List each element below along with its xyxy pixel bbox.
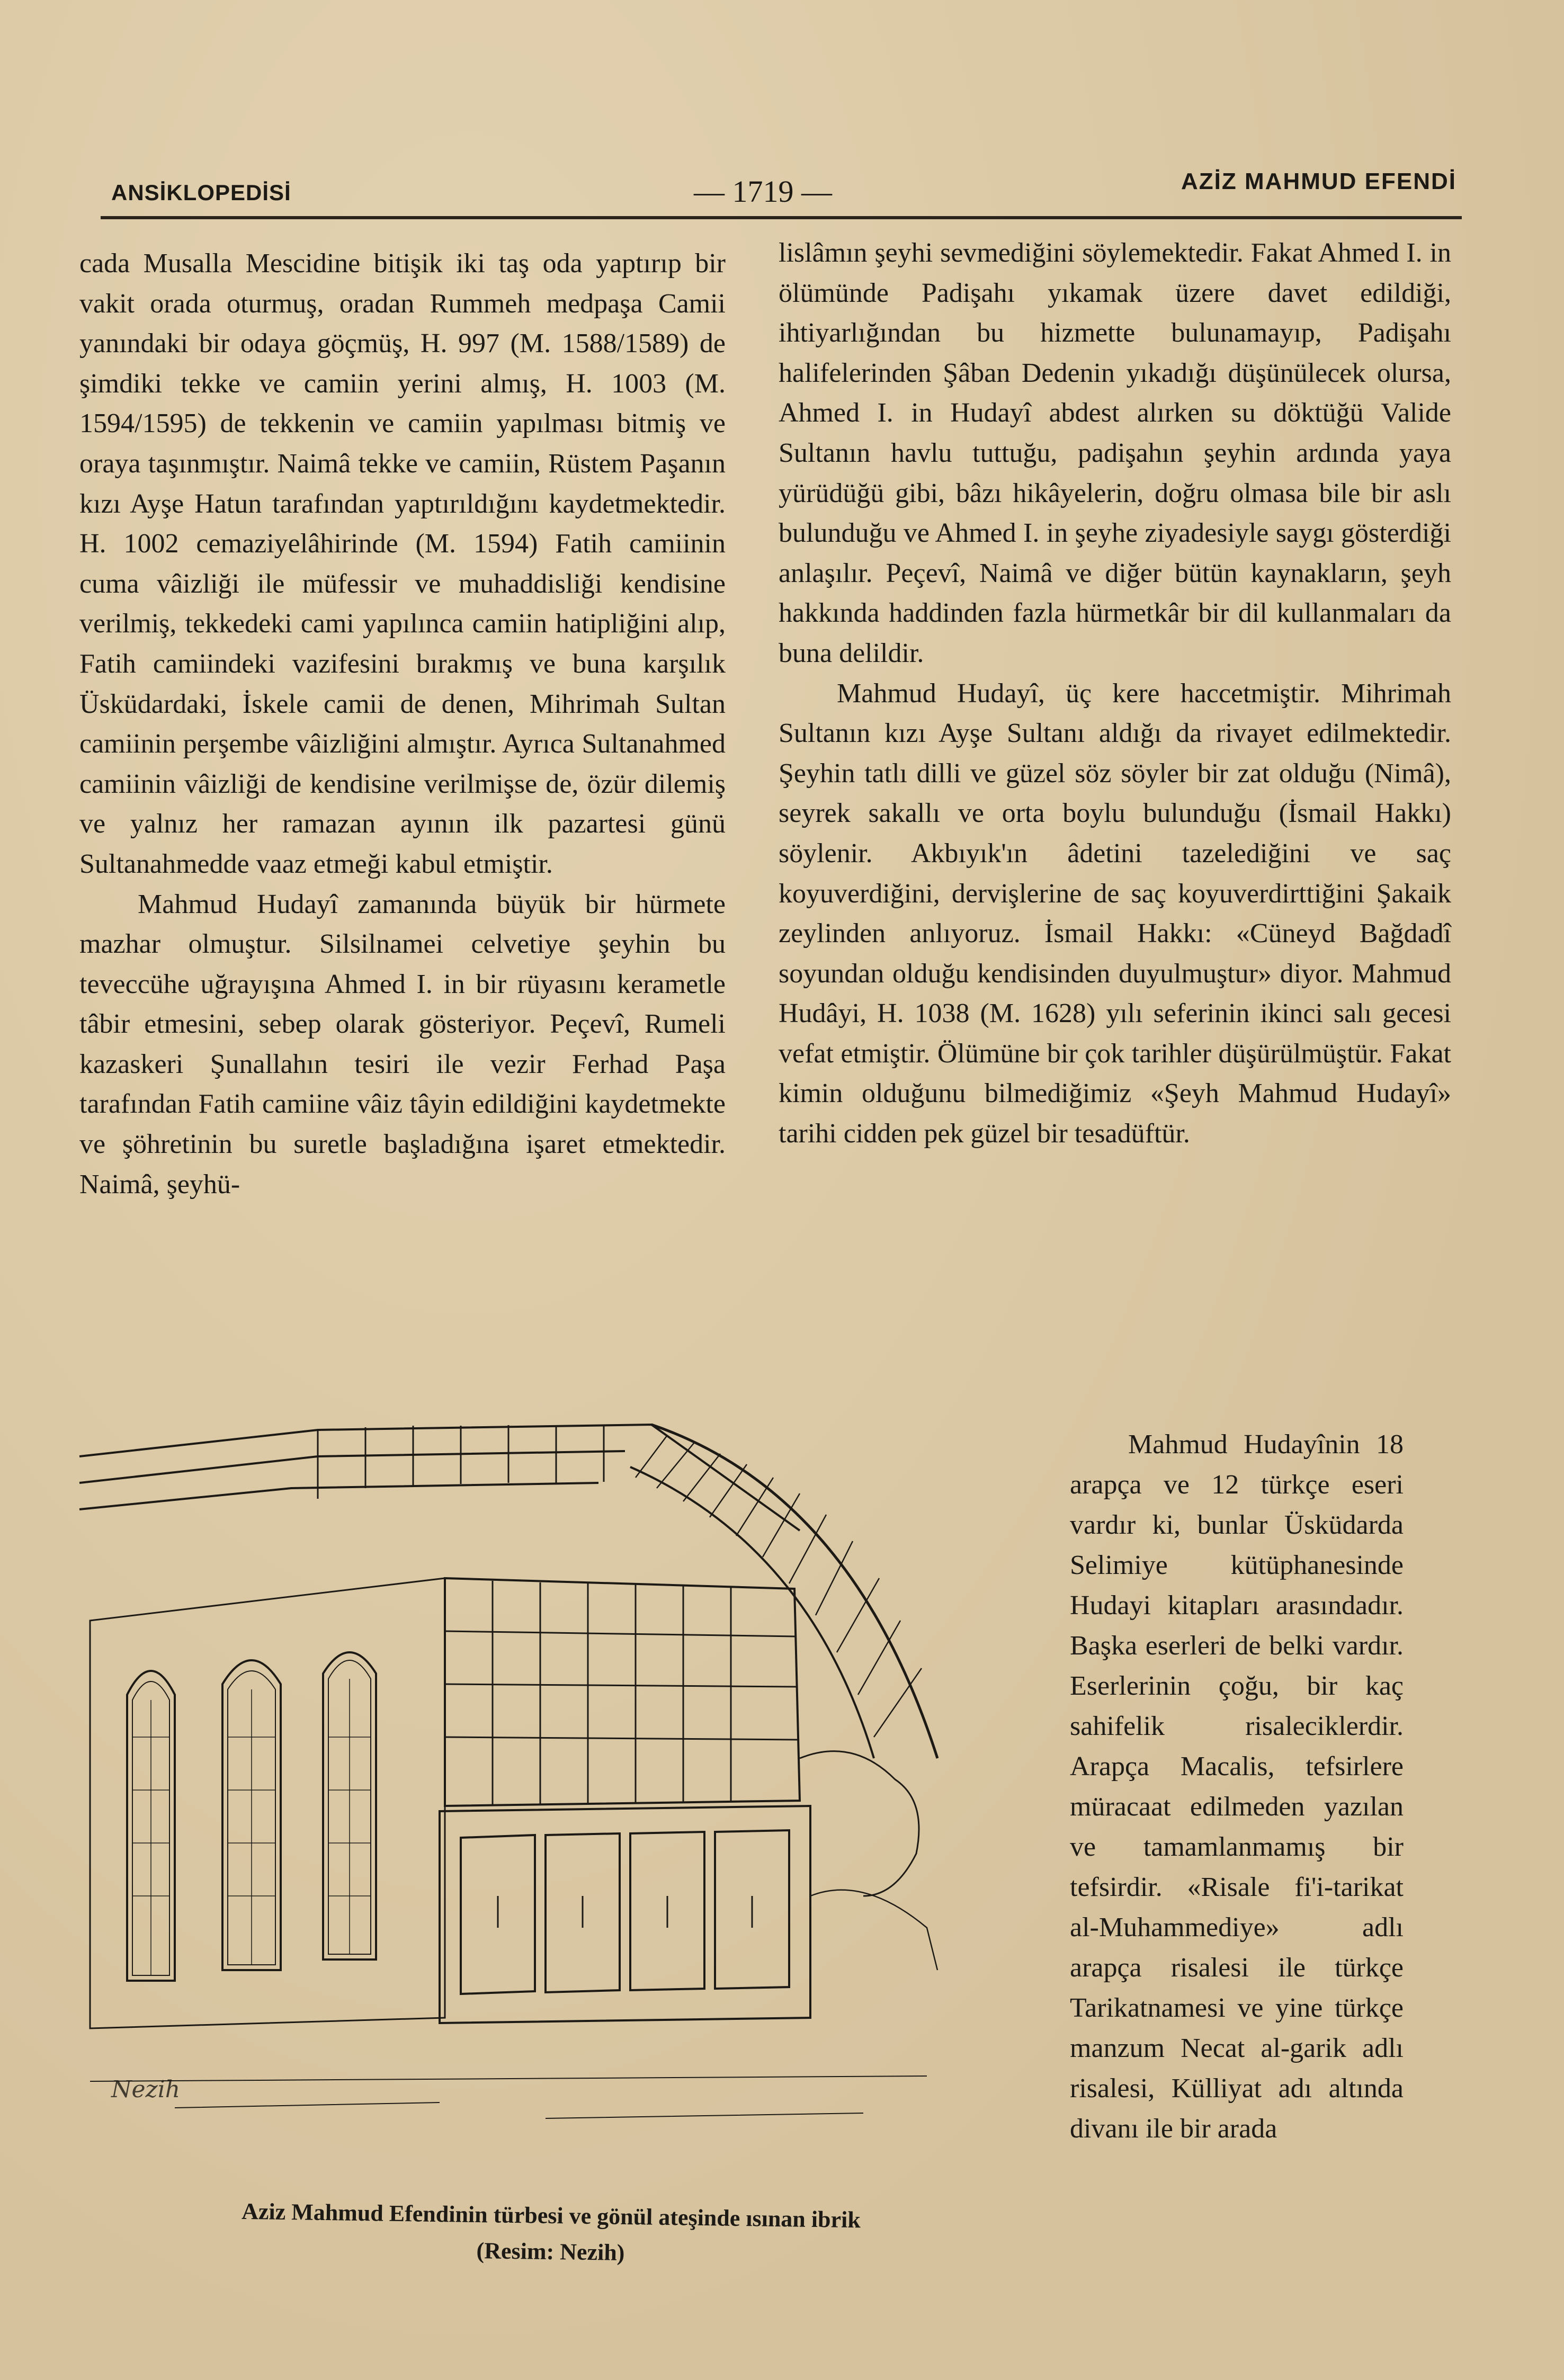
caption-line-1: Aziz Mahmud Efendinin türbesi ve gönül ateşinde ısınan ibrik	[241, 2198, 861, 2233]
page-header	[101, 164, 1456, 222]
right-paragraph-1: lislâmın şeyhi sevmediğini söylemektedir. Fakat Ahmed I. in ölümünde Padişahı yıkamak üzere davet edildiği, ihtiyarlığından bu hizmette bulunamayıp, Padişahı halifelerinden Şâban Dedenin yıkadığı düşünülecek olursa, Ahmed I. in Hudayî abdest alırken su döktüğü Valide Sultanın havlu tuttuğu, padişahın şeyhin ardında yaya yürüdüğü gibi, bâzı hikâyelerin, doğru olmasa bile bir aslı bulunduğu ve Ahmed I. in şeyhe ziyadesiyle saygı gösterdiği anlaşılır. Peçevî, Naimâ ve diğer bütün kaynakların, şeyh hakkında haddinden fazla hürmetkâr bir dil kullanmaları da buna delildir.	[779, 238, 1451, 668]
right-column-narrow	[1070, 1425, 1404, 2149]
left-paragraph-2: Mahmud Hudayî zamanında büyük bir hürmete mazhar olmuştur. Silsilnamei celvetiye şeyhin bu teveccühe uğrayışına Ahmed I. in bir rüyasını kerametle tâbir etmesini, sebep olarak gösteriyor. Peçevî, Rumeli kazaskeri Şunallahın tesiri ile vezir Ferhad Paşa tarafından Fatih camiine vâiz tâyin edildiğini kaydetmekte ve şöhretinin bu suretle başladığına işaret etmektedir. Naimâ, şeyhü-	[79, 889, 726, 1200]
caption-line-2: (Resim: Nezih)	[476, 2238, 625, 2266]
header-rule	[101, 216, 1462, 219]
left-paragraph-1: cada Musalla Mescidine bitişik iki taş oda yaptırıp bir vakit orada oturmuş, oradan Rummeh medpaşa Camii yanındaki bir odaya göçmüş, H. 997 (M. 1588/1589) de şimdiki tekke ve camiin yerini almış, H. 1003 (M. 1594/1595) de tekkenin ve camiin yapılması bitmiş ve oraya taşınmıştır. Naimâ tekke ve camiin, Rüstem Paşanın kızı Ayşe Hatun tarafından yaptırıldığını kaydetmektedir. H. 1002 cemaziyelâhirinde (M. 1594) Fatih camiinin cuma vâizliği ile müfessir ve muhaddisliği kendisine verilmiş, tekkedeki cami yapılınca camiin hatipliğini alıp, Fatih camiindeki vazifesini bırakmış ve buna karşılık Üsküdardaki, İskele camii de denen, Mihrimah Sultan camiinin perşembe vâizliğini almıştır. Ayrıca Sultanahmed camiinin vâizliği de kendisine verilmişse de, özür dilemiş ve yalnız her ramazan ayının ilk pazartesi günü Sultanahmedde vaaz etmeği kabul etmiştir.	[79, 248, 726, 879]
page-number: — 1719 —	[694, 174, 832, 209]
running-head-left: ANSİKLOPEDİSİ	[111, 180, 291, 205]
right-column	[779, 233, 1451, 1154]
right-paragraph-3: Mahmud Hudayînin 18 arapça ve 12 türkçe eseri vardır ki, bunlar Üsküdarda Selimiye kütüphanesinde Hudayi kitapları arasındadır. Başka eserleri de belki vardır. Eserlerinin çoğu, bir kaç sahifelik risaleciklerdir. Arapça Macalis, tefsirlere müracaat edilmeden yazılan ve tamamlanmamış bir tefsirdir. «Risale fi'i-tarikat al-Muhammediye» adlı arapça risalesi ile türkçe Tarikatnamesi ve yine türkçe manzum Necat al-garik adlı risalesi, Külliyat adı altında divanı ile bir arada	[1070, 1429, 1404, 2144]
right-paragraph-2: Mahmud Hudayî, üç kere haccetmiştir. Mihrimah Sultanın kızı Ayşe Sultanı aldığı da rivayet edilmektedir. Şeyhin tatlı dilli ve güzel söz söyler bir zat olduğu (Nimâ), seyrek sakallı ve orta boylu bulunduğu (İsmail Hakkı) söylenir. Akbıyık'ın âdetini tazelediğini ve saç koyuverdiğini, dervişlerine de saç koyuverdirttiğini Şakaik zeylinden anlıyoruz. İsmail Hakkı: «Cüneyd Bağdadî soyundan olduğu kendisinden duyulmuştur» diyor. Mahmud Hudâyi, H. 1038 (M. 1628) yılı seferinin ikinci salı gecesi vefat etmiştir. Ölümüne bir çok tarihler düşürülmüştür. Fakat kimin olduğunu bilmediğimiz «Şeyh Mahmud Hudayî» tarihi cidden pek güzel bir tesadüftür.	[779, 678, 1451, 1149]
figure-caption	[148, 2192, 954, 2275]
running-head-right: AZİZ MAHMUD EFENDİ	[1181, 168, 1456, 194]
left-column	[79, 244, 726, 1204]
tomb-illustration	[69, 1419, 1038, 2171]
artist-signature: Nezih	[111, 2076, 181, 2103]
tomb-drawing	[69, 1419, 1038, 2171]
